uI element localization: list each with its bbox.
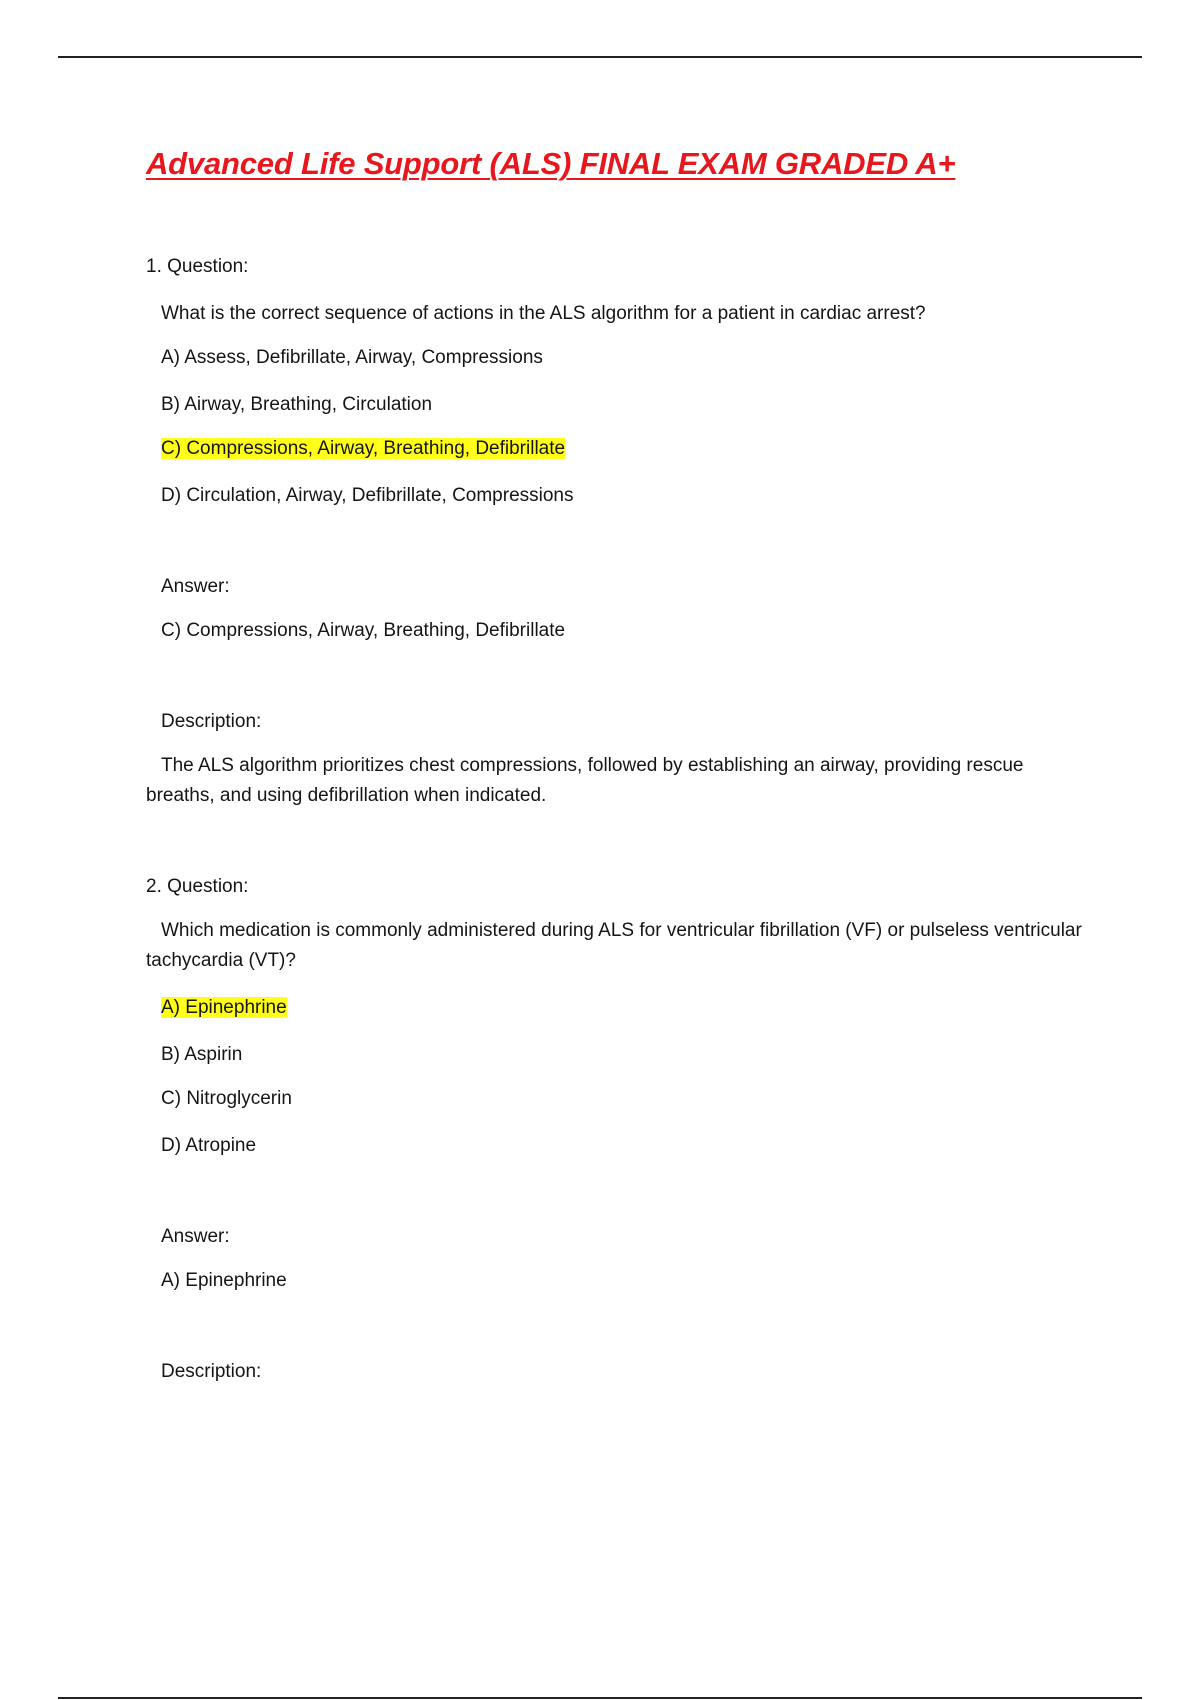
question-1-option-a: A) Assess, Defibrillate, Airway, Compressions bbox=[161, 347, 543, 368]
question-1-answer-label: Answer: bbox=[161, 576, 230, 597]
question-1-description-label: Description: bbox=[161, 711, 262, 732]
header-rule bbox=[58, 56, 1142, 58]
footer-rule bbox=[58, 1697, 1142, 1699]
question-1-answer: C) Compressions, Airway, Breathing, Defibrillate bbox=[161, 620, 566, 641]
question-2-option-a bbox=[161, 993, 287, 1023]
question-1-description: The ALS algorithm prioritizes chest compressions, followed by establishing an airway, providing rescue breaths, and using defibrillation when indicated. bbox=[146, 755, 1024, 806]
question-2-description-label: Description: bbox=[161, 1361, 262, 1382]
document-title: Advanced Life Support (ALS) FINAL EXAM GRADED A+ bbox=[146, 146, 956, 181]
question-1-option-c bbox=[161, 434, 565, 464]
question-2-label: 2. Question: bbox=[146, 876, 249, 897]
question-2-text: Which medication is commonly administered during ALS for ventricular fibrillation (VF) or pulseless ventricular tachycardia (VT)? bbox=[146, 920, 1082, 971]
question-2-option-c: C) Nitroglycerin bbox=[161, 1088, 292, 1109]
question-2-answer: A) Epinephrine bbox=[161, 1270, 287, 1291]
question-1-option-d: D) Circulation, Airway, Defibrillate, Compressions bbox=[161, 485, 574, 506]
question-2-option-d: D) Atropine bbox=[161, 1135, 257, 1156]
question-1-option-b: B) Airway, Breathing, Circulation bbox=[161, 394, 433, 415]
question-1-text: What is the correct sequence of actions in the ALS algorithm for a patient in cardiac arrest? bbox=[161, 303, 926, 324]
question-2-answer-label: Answer: bbox=[161, 1226, 230, 1247]
question-2-option-b: B) Aspirin bbox=[161, 1044, 243, 1065]
question-1-label: 1. Question: bbox=[146, 256, 249, 277]
highlighted-answer: A) Epinephrine bbox=[161, 997, 287, 1018]
highlighted-answer: C) Compressions, Airway, Breathing, Defibrillate bbox=[161, 438, 566, 459]
